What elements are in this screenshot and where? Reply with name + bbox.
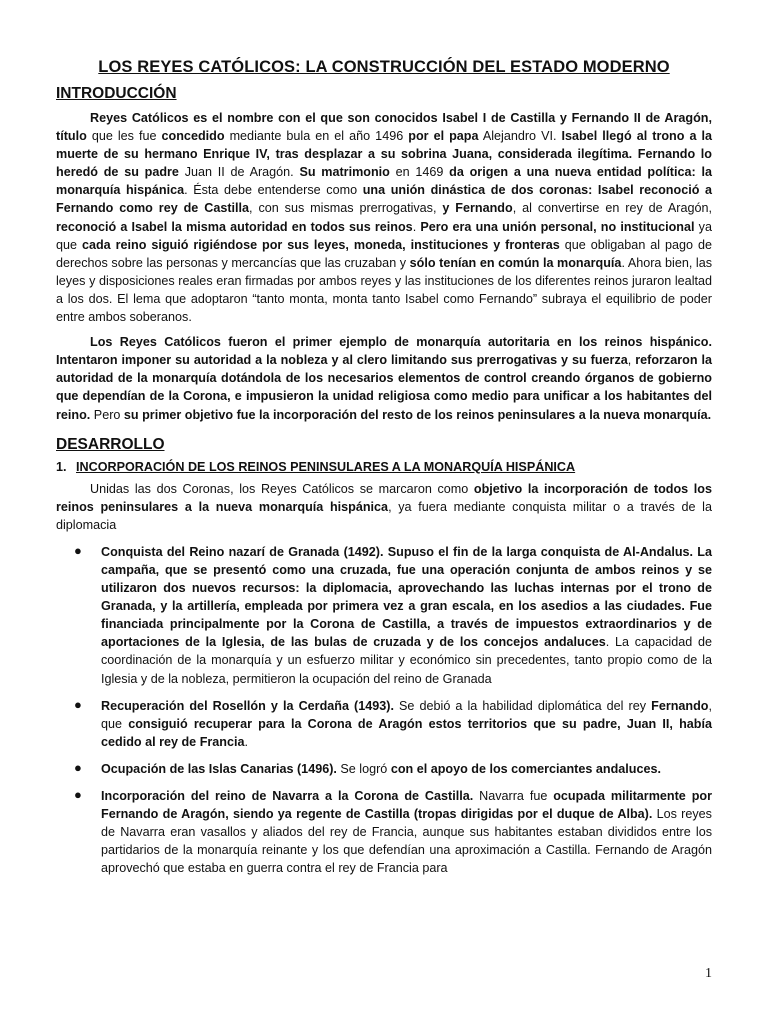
text-run: .: [412, 219, 421, 234]
page-number: 1: [705, 966, 712, 981]
bold-run: Su matrimonio: [299, 165, 390, 180]
bold-run: Incorporación del reino de Navarra a la Corona de Castilla.: [101, 789, 474, 803]
document-title: LOS REYES CATÓLICOS: LA CONSTRUCCIÓN DEL ESTADO MODERNO: [98, 58, 670, 76]
intro-paragraph-2: [56, 333, 712, 423]
text-run: Se logró: [336, 761, 391, 776]
desarrollo-heading: DESARROLLO: [56, 435, 165, 453]
section-1-heading: [56, 460, 712, 474]
bold-run: con el apoyo de los comerciantes andaluces.: [390, 761, 661, 776]
bold-run: Ocupación de las Islas Canarias (1496).: [101, 761, 337, 776]
list-item-text: [101, 760, 712, 778]
text-run: mediante bula en el año 1496: [224, 129, 409, 144]
bold-run: Isabel llegó al trono a la muerte de su hermano Enrique IV, tras desplazar a su sobrina Juana, considerada ilegítima. Fernando lo heredó de su padre: [56, 129, 712, 180]
bold-run: Recuperación del Rosellón y la Cerdaña (1493).: [101, 698, 394, 713]
bold-run: consiguió recuperar para la Corona de Aragón estos territorios que su padre, Juan II, había cedido al rey de Francia: [101, 716, 712, 749]
text-run: . La capacidad de coordinación de la monarquía y un esfuerzo militar y económico sin precedentes, tanto propio como de la Iglesia y de la nobleza, permitieron la ocupación del reino de Granada: [101, 635, 713, 686]
text-run: que les fue: [86, 129, 162, 144]
text-run: que obligaban al pago de derechos sobre las personas y mercancías que las cruzaban y: [56, 237, 712, 270]
list-item: [56, 787, 712, 877]
list-item: [56, 760, 712, 778]
list-item: [56, 697, 712, 751]
text-run: Alejandro VI.: [478, 129, 562, 144]
section-1-number: 1.: [56, 459, 67, 474]
text-run: ,: [627, 353, 636, 368]
bold-run: cada reino siguió rigiéndose por sus leyes, moneda, instituciones y fronteras: [81, 237, 560, 252]
bold-run: Reyes Católicos es el nombre con el que son conocidos Isabel I de Castilla y Fernando II de Aragón, título: [56, 111, 712, 144]
text-run: , ya fuera mediante conquista militar o a través de la diplomacia: [56, 499, 712, 532]
text-run: , con sus mismas prerrogativas,: [249, 201, 443, 216]
bold-run: reforzaron la autoridad de la monarquía dotándola de los necesarios elementos de control creando órganos de gobierno que dependían de la Corona, e impusieron la unidad religiosa como medio para unificar a los habitantes del reino.: [56, 353, 712, 422]
text-run: Juan II de Aragón.: [178, 165, 300, 180]
text-run: , que: [101, 698, 712, 731]
text-run: en 1469: [389, 165, 450, 180]
bold-run: Fernando: [651, 698, 709, 713]
bold-run: concedido: [161, 129, 225, 144]
intro-heading: INTRODUCCIÓN: [56, 85, 177, 102]
bullet-icon: ●: [74, 696, 82, 712]
section-1-title: INCORPORACIÓN DE LOS REINOS PENINSULARES A LA MONARQUÍA HISPÁNICA: [76, 459, 576, 474]
text-run: Pero: [90, 407, 124, 422]
bold-run: sólo tenían en común la monarquía: [409, 255, 622, 270]
list-item-text: [101, 787, 712, 877]
bold-run: Pero era una unión personal, no institucional: [420, 219, 695, 234]
text-run: ya que: [56, 219, 712, 252]
bold-run: Conquista del Reino nazarí de Granada (1492). Supuso el fin de la larga conquista de Al-Andalus. La campaña, que se presentó como una cruzada, fue una operación conjunta de ambos reinos y se utilizaron dos nuevos recursos: la diplomacia, aprovechando las luchas internas por el trono de Granada, y la artillería, empleada por primera vez a gran escala, en los asedios a las ciudades. Fue financiada principalmente por la Corona de Castilla, a través de impuestos extraordinarios y de aportaciones de la Iglesia, de las bulas de cruzada y de los concejos andaluces: [101, 544, 712, 650]
bold-run: reconoció a Isabel la misma autoridad en todos sus reinos: [56, 219, 413, 234]
list-item-text: [101, 697, 712, 751]
text-run: Navarra fue: [473, 789, 554, 803]
bold-run: da origen a una nueva entidad política: la monarquía hispánica: [56, 165, 712, 198]
bold-run: objetivo la incorporación de todos los reinos peninsulares a la nueva monarquía hispánica: [56, 481, 713, 514]
bullet-icon: ●: [74, 759, 82, 775]
bold-run: una unión dinástica de dos coronas: Isabel reconoció a Fernando como rey de Castilla: [56, 183, 713, 216]
bullet-icon: ●: [74, 542, 82, 558]
intro-paragraph-1: [56, 109, 712, 326]
bold-run: por el papa: [408, 129, 479, 144]
text-run: . Ésta debe entenderse como: [184, 183, 363, 198]
text-run: Los reyes de Navarra eran vasallos y aliados del rey de Francia, aunque sus habitantes estaban divididos entre los partidarios de la monarquía reinante y los que defendían una aproximación a Castilla. Fernando de Aragón aprovechó que estaba en guerra contra el rey de Francia para: [101, 807, 712, 876]
list-item: [56, 543, 712, 688]
bold-run: y Fernando: [442, 201, 513, 216]
bold-run: su primer objetivo fue la incorporación del resto de los reinos peninsulares a la nueva monarquía.: [123, 407, 712, 422]
desarrollo-paragraph-1: [56, 480, 712, 534]
text-run: Unidas las dos Coronas, los Reyes Católicos se marcaron como: [90, 481, 474, 496]
text-run: .: [244, 734, 248, 749]
text-run: . Ahora bien, las leyes y disposiciones reales eran firmadas por ambos reyes y las instituciones de los diferentes reinos juraron lealtad a los dos. El lema que adoptaron “tanto monta, monta tanto Isabel como Fernando” subraya el equilibrio de poder entre ambos soberanos.: [56, 255, 713, 325]
bullet-list: [56, 543, 712, 878]
text-run: , al convertirse en rey de Aragón,: [512, 201, 712, 216]
bold-run: Los Reyes Católicos fueron el primer ejemplo de monarquía autoritaria en los reinos hispánico. Intentaron imponer su autoridad a la nobleza y al clero limitando sus prerrogativas y su fuerza: [56, 335, 712, 368]
bullet-icon: ●: [74, 787, 82, 802]
list-item-text: [101, 543, 712, 688]
bold-run: ocupada militarmente por Fernando de Aragón, siendo ya regente de Castilla (tropas dirigidas por el duque de Alba).: [101, 789, 712, 822]
text-run: Se debió a la habilidad diplomática del rey: [393, 698, 652, 713]
